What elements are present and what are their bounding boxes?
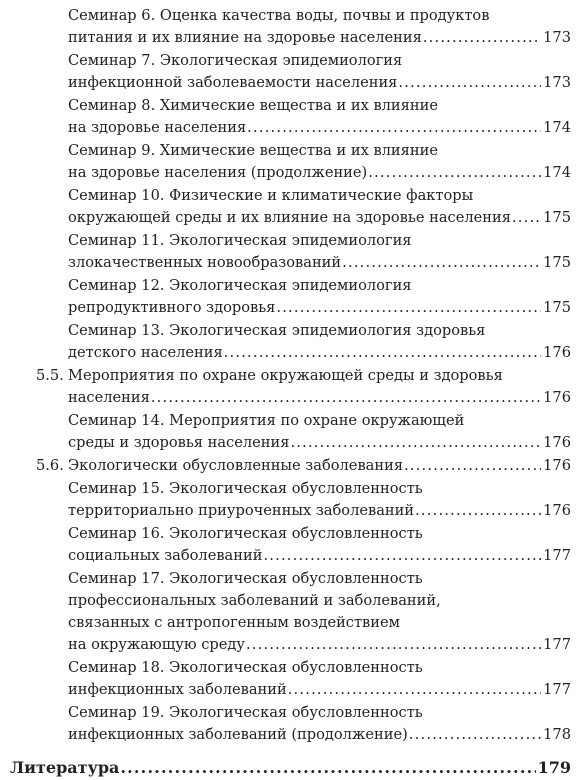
toc-entry-seminar-13[interactable] bbox=[0, 320, 581, 364]
toc-entry-text: инфекционных заболеваний bbox=[68, 681, 287, 698]
dot-leader bbox=[423, 27, 541, 49]
dot-leader bbox=[342, 252, 541, 274]
toc-page-number: 173 bbox=[543, 29, 571, 46]
dot-leader bbox=[263, 545, 541, 567]
toc-page-number: 179 bbox=[537, 758, 571, 777]
toc-page-number: 175 bbox=[543, 209, 571, 226]
toc-entry-text: Семинар 10. Физические и климатические факторы bbox=[68, 187, 474, 204]
dot-leader bbox=[276, 297, 541, 319]
dot-leader bbox=[151, 387, 541, 409]
toc-entry-text: среды и здоровья населения bbox=[68, 434, 290, 451]
toc-entry-text: Экологически обусловленные заболевания bbox=[68, 457, 404, 474]
toc-entry-text: связанных с антропогенным воздействием bbox=[68, 614, 400, 631]
dot-leader bbox=[368, 162, 541, 184]
toc-entry-text: на здоровье населения (продолжение) bbox=[68, 164, 368, 181]
dot-leader bbox=[512, 207, 541, 229]
toc-entry-seminar-10[interactable] bbox=[0, 185, 581, 229]
toc-entry-seminar-8[interactable] bbox=[0, 95, 581, 139]
dot-leader bbox=[288, 679, 541, 701]
toc-entry-seminar-17[interactable] bbox=[0, 568, 581, 656]
toc-entry-text: Семинар 13. Экологическая эпидемиология здоровья bbox=[68, 322, 486, 339]
toc-entry-literature[interactable] bbox=[0, 756, 581, 780]
toc-page-number: 177 bbox=[543, 636, 571, 653]
toc-entry-seminar-12[interactable] bbox=[0, 275, 581, 319]
toc-page-number: 176 bbox=[543, 502, 571, 519]
toc-entry-text: детского населения bbox=[68, 344, 223, 361]
toc-entry-text: Семинар 16. Экологическая обусловленность bbox=[68, 525, 423, 542]
toc-page-number: 176 bbox=[543, 389, 571, 406]
toc-page-number: 175 bbox=[543, 254, 571, 271]
toc-entry-text: питания и их влияние на здоровье населения bbox=[68, 29, 422, 46]
toc-section-number: 5.5. bbox=[36, 367, 64, 384]
toc-entry-text: Мероприятия по охране окружающей среды и здоровья bbox=[68, 367, 503, 384]
dot-leader bbox=[415, 500, 541, 522]
toc-entry-seminar-6[interactable] bbox=[0, 5, 581, 49]
toc-entry-seminar-7[interactable] bbox=[0, 50, 581, 94]
toc-entry-text: Семинар 17. Экологическая обусловленность bbox=[68, 570, 423, 587]
toc-page-number: 176 bbox=[543, 434, 571, 451]
toc-entry-text: профессиональных заболеваний и заболеваний, bbox=[68, 592, 441, 609]
dot-leader bbox=[246, 634, 541, 656]
dot-leader bbox=[409, 724, 541, 746]
toc-page-number: 176 bbox=[543, 344, 571, 361]
toc-page-number: 173 bbox=[543, 74, 571, 91]
toc-entry-text: инфекционных заболеваний (продолжение) bbox=[68, 726, 408, 743]
toc-page-number: 174 bbox=[543, 119, 571, 136]
toc-entry-text: Семинар 9. Химические вещества и их влияние bbox=[68, 142, 438, 159]
toc-page-number: 174 bbox=[543, 164, 571, 181]
dot-leader bbox=[404, 455, 541, 477]
dot-leader bbox=[398, 72, 541, 94]
toc-page-number: 177 bbox=[543, 681, 571, 698]
toc-entry-text: Семинар 7. Экологическая эпидемиология bbox=[68, 52, 403, 69]
toc-entry-text: злокачественных новообразований bbox=[68, 254, 342, 271]
toc-entry-seminar-19[interactable] bbox=[0, 702, 581, 746]
toc-entry-section-5-5[interactable] bbox=[0, 365, 581, 409]
toc-page-number: 175 bbox=[543, 299, 571, 316]
toc-entry-seminar-9[interactable] bbox=[0, 140, 581, 184]
toc-entry-text: Литература bbox=[10, 758, 120, 777]
table-of-contents bbox=[0, 5, 581, 780]
dot-leader bbox=[247, 117, 541, 139]
toc-entry-text: населения bbox=[68, 389, 150, 406]
toc-entry-text: Семинар 19. Экологическая обусловленность bbox=[68, 704, 423, 721]
toc-entry-seminar-14[interactable] bbox=[0, 410, 581, 454]
toc-entry-text: Семинар 6. Оценка качества воды, почвы и продуктов bbox=[68, 7, 490, 24]
toc-entry-seminar-18[interactable] bbox=[0, 657, 581, 701]
toc-entry-text: на окружающую среду bbox=[68, 636, 245, 653]
toc-entry-text: Семинар 14. Мероприятия по охране окружающей bbox=[68, 412, 465, 429]
toc-page-number: 178 bbox=[543, 726, 571, 743]
toc-entry-text: территориально приуроченных заболеваний bbox=[68, 502, 415, 519]
toc-entry-text: окружающей среды и их влияние на здоровье населения bbox=[68, 209, 511, 226]
toc-entry-text: на здоровье населения bbox=[68, 119, 247, 136]
toc-section-number: 5.6. bbox=[36, 457, 64, 474]
dot-leader bbox=[120, 756, 535, 780]
toc-entry-text: Семинар 15. Экологическая обусловленность bbox=[68, 480, 423, 497]
toc-entry-text: инфекционной заболеваемости населения bbox=[68, 74, 398, 91]
toc-page-number: 176 bbox=[543, 457, 571, 474]
toc-entry-seminar-16[interactable] bbox=[0, 523, 581, 567]
dot-leader bbox=[290, 432, 541, 454]
toc-entry-text: Семинар 18. Экологическая обусловленность bbox=[68, 659, 423, 676]
toc-entry-seminar-11[interactable] bbox=[0, 230, 581, 274]
toc-entry-text: репродуктивного здоровья bbox=[68, 299, 276, 316]
toc-entry-text: Семинар 8. Химические вещества и их влияние bbox=[68, 97, 438, 114]
toc-entry-text: Семинар 11. Экологическая эпидемиология bbox=[68, 232, 412, 249]
dot-leader bbox=[224, 342, 541, 364]
toc-page-number: 177 bbox=[543, 547, 571, 564]
toc-entry-text: социальных заболеваний bbox=[68, 547, 263, 564]
toc-entry-seminar-15[interactable] bbox=[0, 478, 581, 522]
toc-entry-section-5-6[interactable] bbox=[0, 455, 581, 477]
toc-entry-text: Семинар 12. Экологическая эпидемиология bbox=[68, 277, 412, 294]
